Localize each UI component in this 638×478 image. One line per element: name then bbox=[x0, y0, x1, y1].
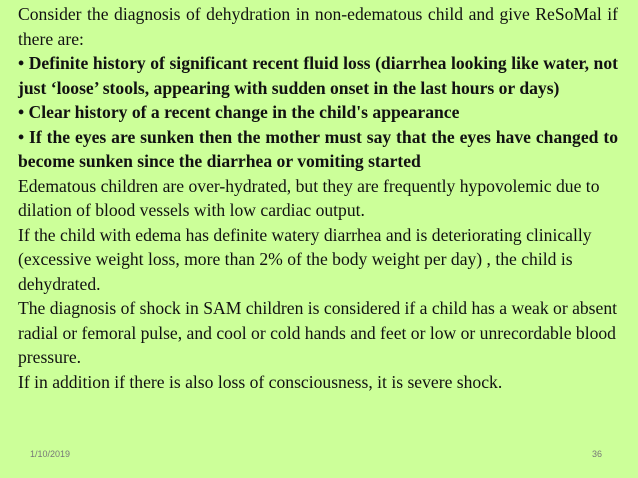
footer-page-number: 36 bbox=[592, 449, 603, 459]
footer-date: 1/10/2019 bbox=[30, 449, 71, 459]
bullet-fluid-loss: • Definite history of significant recent fluid loss (diarrhea looking like water, not just ‘loose’ stools, appearing with sudden onset in the last hours or days) bbox=[18, 53, 618, 98]
intro-text: Consider the diagnosis of dehydration in non-edematous child and give ReSoMal if there are: bbox=[18, 4, 618, 49]
paragraph-edematous: Edematous children are over-hydrated, but they are frequently hypovolemic due to dilation of blood vessels with low cardiac output. bbox=[18, 175, 600, 220]
paragraph-severe-shock: If in addition if there is also loss of consciousness, it is severe shock. bbox=[18, 371, 503, 392]
paragraph-edema-diarrhea: If the child with edema has definite watery diarrhea and is deteriorating clinically (excessive weight loss, more than 2% of the body weight per day) , the child is dehydrated. bbox=[18, 224, 592, 294]
bullet-sunken-eyes: • If the eyes are sunken then the mother must say that the eyes have changed to become sunken since the diarrhea or vomiting started bbox=[18, 126, 618, 171]
paragraph-shock-diagnosis: The diagnosis of shock in SAM children is considered if a child has a weak or absent radial or femoral pulse, and cool or cold hands and feet or low or unrecordable blood pressure. bbox=[18, 298, 618, 367]
bullet-appearance-change: • Clear history of a recent change in the child's appearance bbox=[18, 102, 460, 122]
slide-body bbox=[18, 2, 618, 394]
